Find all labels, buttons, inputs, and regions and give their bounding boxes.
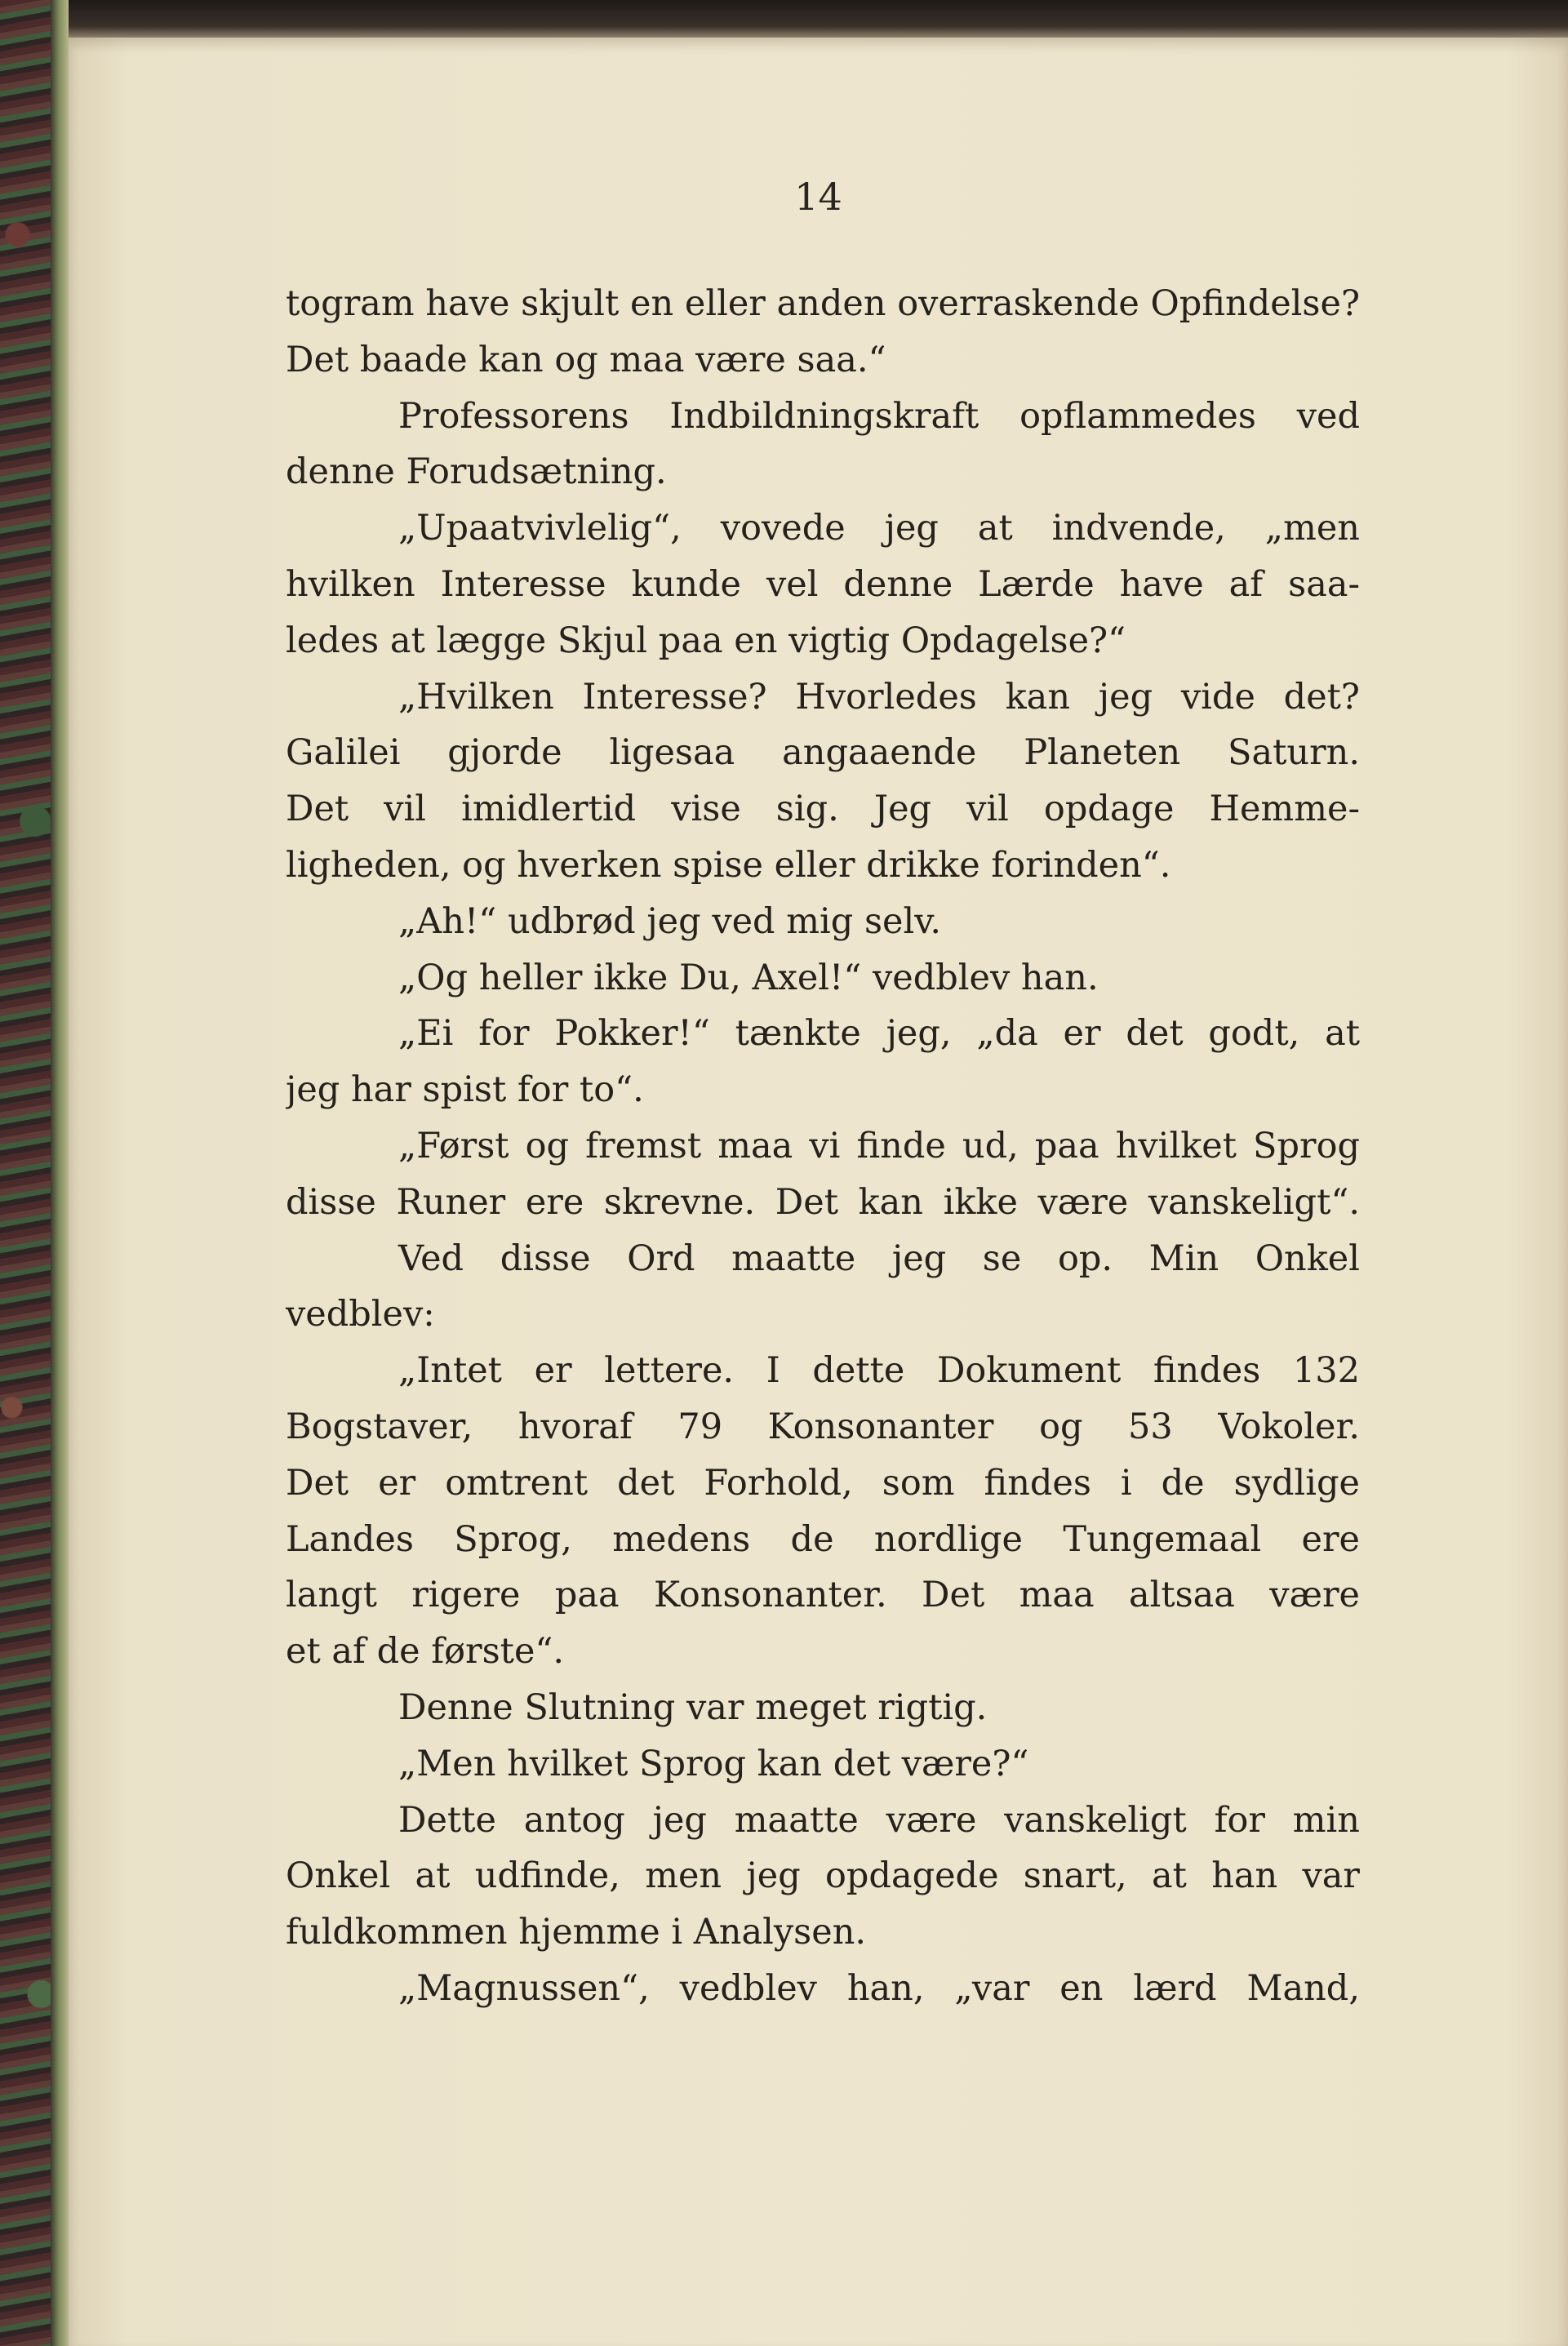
scan-top-edge bbox=[69, 0, 1568, 38]
body-text bbox=[286, 276, 1360, 2017]
text-line: Bogstaver, hvoraf 79 Konsonanter og 53 Vokoler. bbox=[286, 1406, 1360, 1447]
page-number: 14 bbox=[794, 175, 842, 219]
text-line: ligheden, og hverken spise eller drikke forinden“. bbox=[286, 844, 1171, 886]
text-line: fuldkommen hjemme i Analysen. bbox=[286, 1912, 867, 1953]
text-line: vedblev: bbox=[286, 1294, 435, 1335]
text-line: „Magnussen“, vedblev han, „var en lærd Mand, bbox=[398, 1967, 1360, 2009]
text-line: „Ei for Pokker!“ tænkte jeg, „da er det godt, at bbox=[398, 1013, 1360, 1055]
text-line: Ved disse Ord maatte jeg se op. Min Onkel bbox=[398, 1237, 1360, 1279]
text-line: disse Runer ere skrevne. Det kan ikke være vanskeligt“. bbox=[286, 1181, 1360, 1223]
text-line: Onkel at udfinde, men jeg opdagede snart, at han var bbox=[286, 1855, 1360, 1897]
text-line: „Og heller ikke Du, Axel!“ vedblev han. bbox=[398, 957, 1099, 998]
text-line: Det er omtrent det Forhold, som findes i de sydlige bbox=[286, 1462, 1360, 1504]
text-line: et af de første“. bbox=[286, 1631, 565, 1673]
text-line: Landes Sprog, medens de nordlige Tungemaal ere bbox=[286, 1518, 1360, 1560]
text-line: ledes at lægge Skjul paa en vigtig Opdagelse?“ bbox=[286, 620, 1126, 661]
text-line: Det vil imidlertid vise sig. Jeg vil opdage Hemme- bbox=[286, 789, 1360, 830]
text-line: Dette antog jeg maatte være vanskeligt for min bbox=[398, 1799, 1360, 1841]
text-line: „Men hvilket Sprog kan det være?“ bbox=[398, 1743, 1029, 1784]
text-line: togram have skjult en eller anden overraskende Opfindelse? bbox=[286, 283, 1360, 324]
text-line: Professorens Indbildningskraft opflammedes ved bbox=[398, 395, 1360, 437]
text-line: „Hvilken Interesse? Hvorledes kan jeg vide det? bbox=[398, 676, 1360, 718]
text-line: „Først og fremst maa vi finde ud, paa hvilket Sprog bbox=[398, 1125, 1360, 1166]
text-line: „Ah!“ udbrød jeg ved mig selv. bbox=[398, 900, 942, 942]
text-line: langt rigere paa Konsonanter. Det maa altsaa være bbox=[286, 1575, 1360, 1616]
binding-edge bbox=[51, 0, 69, 2346]
text-line: denne Forudsætning. bbox=[286, 451, 667, 493]
text-line: „Intet er lettere. I dette Dokument findes 132 bbox=[398, 1350, 1360, 1392]
text-line: hvilken Interesse kunde vel denne Lærde have af saa- bbox=[286, 563, 1360, 605]
text-line: Denne Slutning var meget rigtig. bbox=[398, 1686, 988, 1728]
text-line: „Upaatvivlelig“, vovede jeg at indvende, „men bbox=[398, 508, 1360, 549]
text-line: Galilei gjorde ligesaa angaaende Planeten Saturn. bbox=[286, 732, 1360, 774]
text-line: jeg har spist for to“. bbox=[286, 1069, 644, 1111]
text-line: Det baade kan og maa være saa.“ bbox=[286, 339, 886, 380]
